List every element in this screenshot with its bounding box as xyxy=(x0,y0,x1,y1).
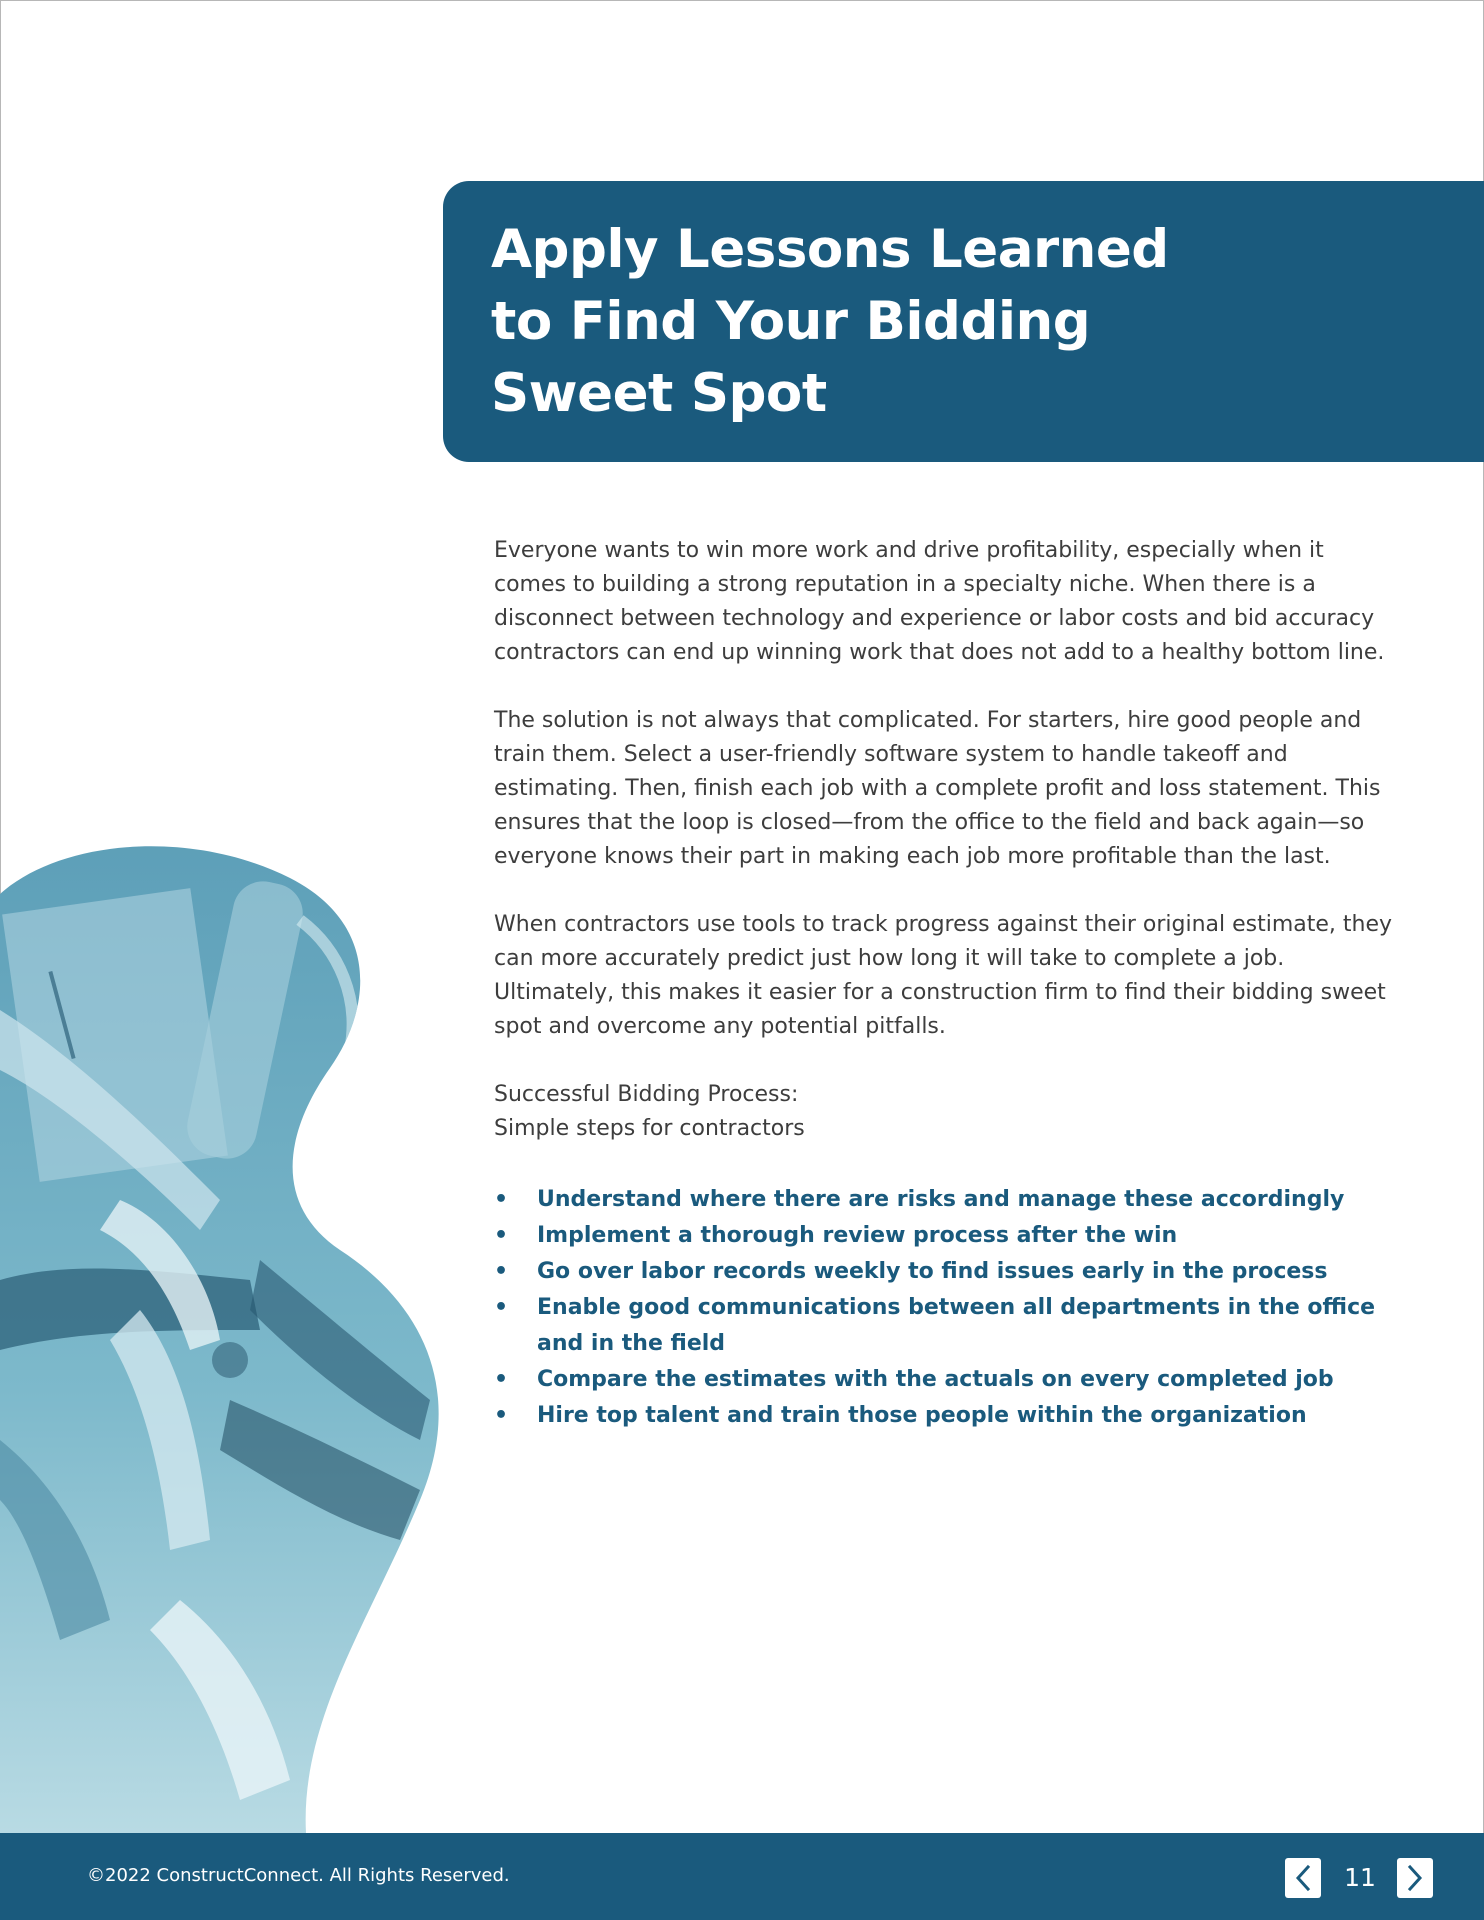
main-content xyxy=(494,534,1399,1434)
list-item xyxy=(494,1398,1399,1434)
page-number: 11 xyxy=(1344,1863,1376,1892)
list-item xyxy=(494,1362,1399,1398)
previous-page-button[interactable] xyxy=(1285,1858,1321,1898)
bidding-steps-list xyxy=(494,1182,1399,1434)
chevron-right-icon xyxy=(1406,1864,1424,1892)
body-paragraph: The solution is not always that complicated. For starters, hire good people and train them. Select a user-friendly software system to handle takeoff and estimating. Then, finish each job with a complete profit and loss statement. This ensures that the loop is closed—from the office to the field and back again—so everyone knows their part in making each job more profitable than the last. xyxy=(494,708,1381,869)
list-item-text: Enable good communications between all departments in the office and in the field xyxy=(537,1295,1376,1356)
list-item-text: Go over labor records weekly to find issues early in the process xyxy=(537,1259,1328,1284)
list-item-text: Understand where there are risks and manage these accordingly xyxy=(537,1187,1345,1212)
list-item xyxy=(494,1290,1399,1362)
copyright-notice: ©2022 ConstructConnect. All Rights Reserved. xyxy=(87,1865,510,1886)
bullet-icon: • xyxy=(494,1223,509,1248)
process-subheading xyxy=(494,1078,1399,1146)
chevron-left-icon xyxy=(1294,1864,1312,1892)
bullet-icon: • xyxy=(494,1187,509,1212)
page-footer xyxy=(0,1833,1484,1920)
bullet-icon: • xyxy=(494,1403,509,1428)
list-item xyxy=(494,1254,1399,1290)
list-item-text: Hire top talent and train those people within the organization xyxy=(537,1403,1307,1428)
title-line: to Find Your Bidding xyxy=(491,291,1091,352)
list-item-text: Implement a thorough review process after the win xyxy=(537,1223,1178,1248)
bullet-icon: • xyxy=(494,1367,509,1392)
bullet-icon: • xyxy=(494,1295,509,1320)
title-banner xyxy=(443,181,1484,462)
body-paragraph: Everyone wants to win more work and drive profitability, especially when it comes to building a strong reputation in a specialty niche. When there is a disconnect between technology and experience or labor costs and bid accuracy contractors can end up winning work that does not add to a healthy bottom line. xyxy=(494,538,1385,665)
page-title xyxy=(491,214,1391,430)
subheading-line: Simple steps for contractors xyxy=(494,1116,805,1141)
list-item-text: Compare the estimates with the actuals on every completed job xyxy=(537,1367,1334,1392)
bullet-icon: • xyxy=(494,1259,509,1284)
subheading-line: Successful Bidding Process: xyxy=(494,1082,799,1107)
title-line: Apply Lessons Learned xyxy=(491,219,1169,280)
next-page-button[interactable] xyxy=(1397,1858,1433,1898)
title-line: Sweet Spot xyxy=(491,363,827,424)
body-paragraph: When contractors use tools to track progress against their original estimate, they can more accurately predict just how long it will take to complete a job. Ultimately, this makes it easier for a construction firm to find their bidding sweet spot and overcome any potential pitfalls. xyxy=(494,912,1393,1039)
list-item xyxy=(494,1218,1399,1254)
list-item xyxy=(494,1182,1399,1218)
teamwork-hands-photo xyxy=(0,840,460,1840)
